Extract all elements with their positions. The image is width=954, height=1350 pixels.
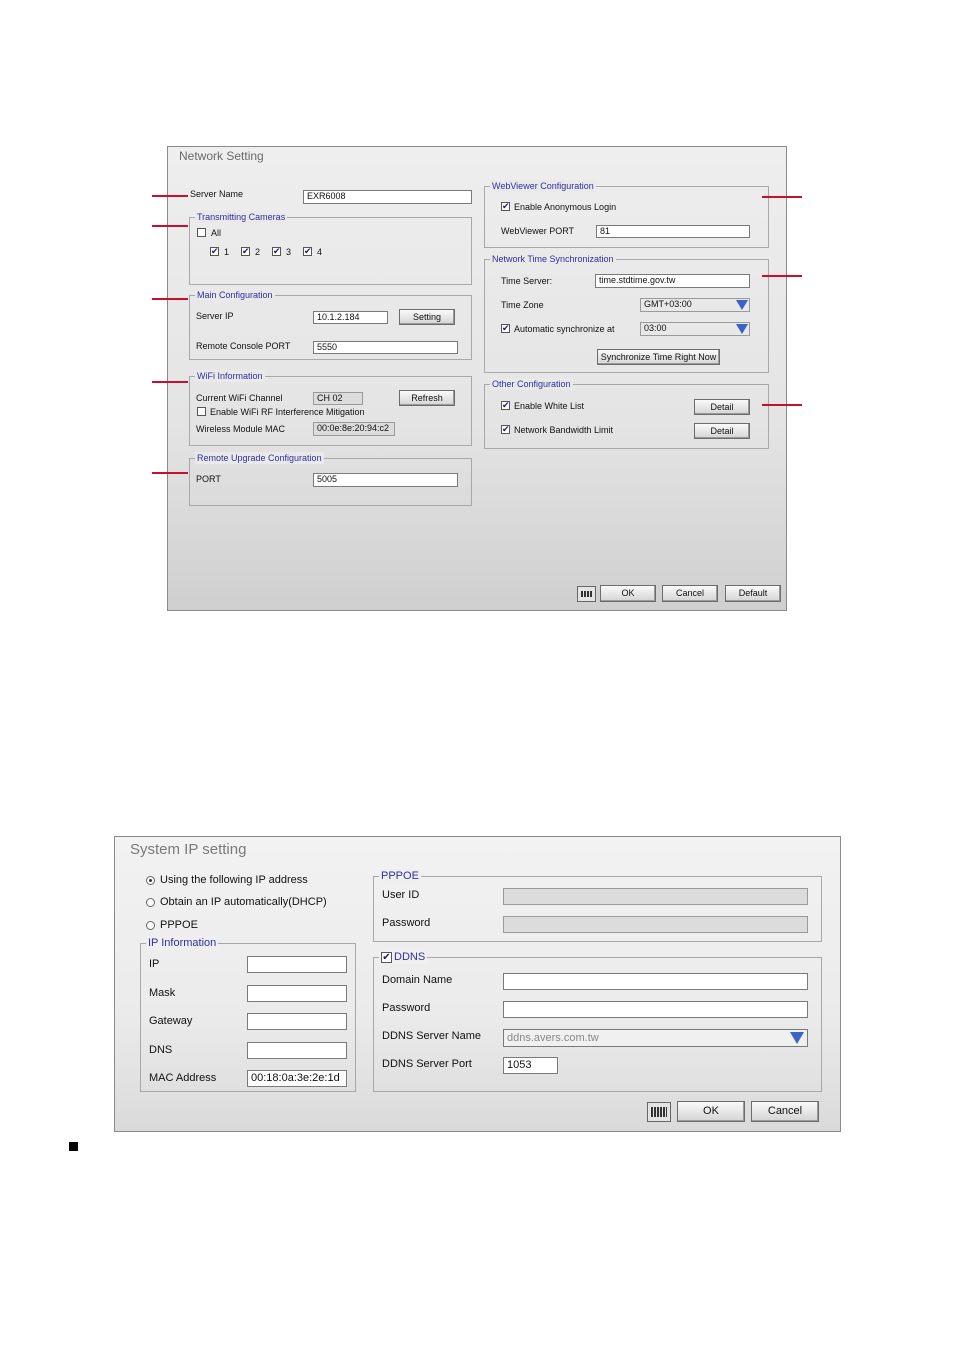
time-server-label: Time Server: <box>501 276 553 286</box>
time-zone-dropdown-icon[interactable] <box>736 300 748 310</box>
webviewer-configuration-group <box>484 181 769 248</box>
group-legend: Main Configuration <box>197 290 273 300</box>
ok-button[interactable]: OK <box>600 585 656 602</box>
auto-sync-dropdown-icon[interactable] <box>736 324 748 334</box>
callout-marker <box>152 298 188 300</box>
mac-address-label: MAC Address <box>149 1072 217 1084</box>
camera-3-checkbox[interactable]: ✔ <box>273 246 281 256</box>
ddns-group <box>373 951 822 1092</box>
network-setting-window <box>167 146 787 611</box>
cancel-button[interactable]: Cancel <box>662 585 718 602</box>
group-legend <box>379 950 427 964</box>
all-cameras-label: All <box>211 228 222 238</box>
mask-input[interactable] <box>247 985 347 1002</box>
bandwidth-detail-button[interactable]: Detail <box>694 423 750 439</box>
group-legend: IP Information <box>148 937 217 949</box>
pppoe-group <box>373 870 822 942</box>
ddns-checkbox[interactable]: ✔ <box>382 951 391 963</box>
ddns-server-port-input[interactable]: 1053 <box>503 1057 558 1074</box>
callout-marker <box>152 225 188 227</box>
current-wifi-channel-label: Current WiFi Channel <box>196 393 283 403</box>
gateway-label: Gateway <box>149 1015 193 1027</box>
remote-console-port-input[interactable]: 5550 <box>313 341 458 354</box>
ip-input[interactable] <box>247 956 347 973</box>
window-title: Network Setting <box>179 149 264 163</box>
wifi-information-group <box>189 371 472 446</box>
user-id-label: User ID <box>382 889 420 901</box>
mac-address-value: 00:18:0a:3e:2e:1d <box>247 1070 347 1087</box>
transmitting-cameras-group <box>189 212 472 285</box>
setting-button[interactable]: Setting <box>399 309 455 325</box>
window-title: System IP setting <box>130 841 247 858</box>
ddns-password-label: Password <box>382 1002 431 1014</box>
callout-marker <box>762 196 802 198</box>
ip-information-group <box>140 937 356 1092</box>
gateway-input[interactable] <box>247 1013 347 1030</box>
ip-label: IP <box>149 958 160 970</box>
remote-console-port-label: Remote Console PORT <box>196 341 291 351</box>
white-list-label: Enable White List <box>514 401 585 411</box>
system-ip-setting-window <box>114 836 841 1132</box>
webviewer-port-input[interactable]: 81 <box>596 225 750 238</box>
auto-sync-label: Automatic synchronize at <box>514 324 615 334</box>
group-legend: WebViewer Configuration <box>492 181 594 191</box>
all-cameras-checkbox[interactable] <box>197 228 206 237</box>
white-list-detail-button[interactable]: Detail <box>694 399 750 415</box>
dns-input[interactable] <box>247 1042 347 1059</box>
callout-marker <box>152 381 188 383</box>
refresh-button[interactable]: Refresh <box>399 390 455 406</box>
ddns-password-input[interactable] <box>503 1001 808 1018</box>
anonymous-login-checkbox[interactable]: ✔ <box>502 201 510 211</box>
group-legend: PPPOE <box>381 870 419 882</box>
server-ip-label: Server IP <box>196 311 234 321</box>
static-ip-radio[interactable] <box>146 876 155 885</box>
upgrade-port-label: PORT <box>196 474 221 484</box>
group-legend: WiFi Information <box>197 371 263 381</box>
ddns-legend: DDNS <box>394 951 426 963</box>
auto-sync-time-select[interactable]: 03:00 <box>640 322 750 336</box>
remote-upgrade-group <box>189 453 472 506</box>
ddns-server-name-select[interactable]: ddns.avers.com.tw <box>503 1029 808 1047</box>
camera-1-label: 1 <box>224 247 230 257</box>
camera-2-checkbox[interactable]: ✔ <box>242 246 250 256</box>
time-zone-label: Time Zone <box>501 300 544 310</box>
auto-sync-checkbox[interactable]: ✔ <box>502 323 510 333</box>
main-configuration-group <box>189 290 472 360</box>
group-legend: Remote Upgrade Configuration <box>197 453 322 463</box>
rf-mitigation-checkbox[interactable] <box>197 407 206 416</box>
anonymous-login-label: Enable Anonymous Login <box>514 202 617 212</box>
callout-marker <box>762 275 802 277</box>
camera-3-label: 3 <box>286 247 292 257</box>
webviewer-port-label: WebViewer PORT <box>501 226 575 236</box>
ddns-server-name-label: DDNS Server Name <box>382 1030 482 1042</box>
camera-4-checkbox[interactable]: ✔ <box>304 246 312 256</box>
mask-label: Mask <box>149 987 176 999</box>
rf-mitigation-label: Enable WiFi RF Interference Mitigation <box>210 407 365 417</box>
ok-button[interactable]: OK <box>677 1101 745 1122</box>
callout-marker <box>762 404 802 406</box>
server-ip-input[interactable]: 10.1.2.184 <box>313 311 388 324</box>
current-wifi-channel-value: CH 02 <box>313 392 363 405</box>
user-id-input <box>503 888 808 905</box>
group-legend: Transmitting Cameras <box>197 212 286 222</box>
time-server-input[interactable]: time.stdtime.gov.tw <box>595 274 750 288</box>
dhcp-label: Obtain an IP automatically(DHCP) <box>160 896 327 908</box>
camera-1-checkbox[interactable]: ✔ <box>211 246 219 256</box>
pppoe-radio[interactable] <box>146 921 155 930</box>
static-ip-label: Using the following IP address <box>160 874 308 886</box>
server-name-input[interactable]: EXR6008 <box>303 190 472 204</box>
wireless-mac-label: Wireless Module MAC <box>196 424 286 434</box>
bandwidth-limit-label: Network Bandwidth Limit <box>514 425 614 435</box>
sync-now-button[interactable]: Synchronize Time Right Now <box>597 349 720 365</box>
domain-name-input[interactable] <box>503 973 808 990</box>
camera-2-label: 2 <box>255 247 261 257</box>
keyboard-icon[interactable] <box>577 586 596 602</box>
ddns-server-port-label: DDNS Server Port <box>382 1058 472 1070</box>
server-name-label: Server Name <box>190 189 244 199</box>
pppoe-password-input <box>503 916 808 933</box>
cancel-button[interactable]: Cancel <box>751 1101 819 1122</box>
ddns-server-dropdown-icon[interactable] <box>790 1032 804 1044</box>
pppoe-radio-label: PPPOE <box>160 919 198 931</box>
callout-marker <box>152 472 188 474</box>
dns-label: DNS <box>149 1044 173 1056</box>
camera-4-label: 4 <box>317 247 323 257</box>
time-zone-select[interactable]: GMT+03:00 <box>640 298 750 312</box>
bandwidth-limit-checkbox[interactable]: ✔ <box>502 424 510 434</box>
group-legend: Network Time Synchronization <box>492 254 614 264</box>
domain-name-label: Domain Name <box>382 974 453 986</box>
dhcp-radio[interactable] <box>146 898 155 907</box>
group-legend: Other Configuration <box>492 379 571 389</box>
bullet-square <box>69 1142 78 1151</box>
callout-marker <box>152 195 188 197</box>
upgrade-port-input[interactable]: 5005 <box>313 473 458 487</box>
white-list-checkbox[interactable]: ✔ <box>502 400 510 410</box>
keyboard-icon[interactable] <box>647 1102 671 1122</box>
wireless-mac-value: 00:0e:8e:20:94:c2 <box>313 422 395 436</box>
pppoe-password-label: Password <box>382 917 431 929</box>
other-configuration-group <box>484 379 769 449</box>
default-button[interactable]: Default <box>725 585 781 602</box>
time-sync-group <box>484 254 769 373</box>
